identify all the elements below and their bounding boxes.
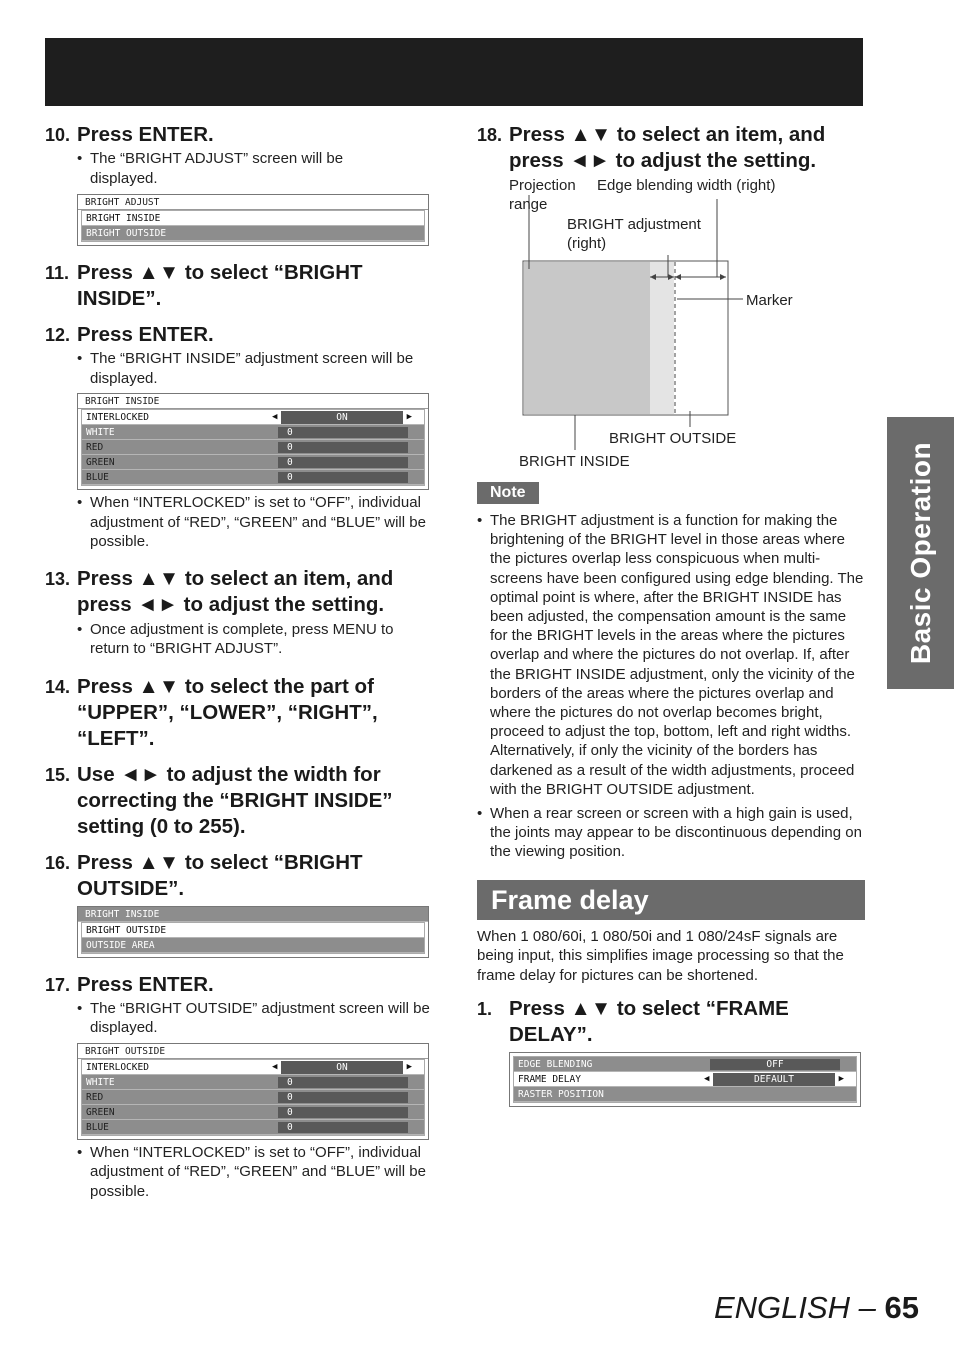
page-number: 65 [884, 1290, 919, 1325]
note-section [477, 482, 865, 1107]
label-bright-inside: BRIGHT INSIDE [519, 453, 630, 470]
step-11: 11. Press ▲▼ to select “BRIGHT INSIDE”. [45, 261, 363, 310]
arrow-right-icon: ▶ [838, 1074, 844, 1085]
arrow-left-icon: ◀ [704, 1074, 710, 1085]
side-tab-basic-operation: Basic Operation [887, 417, 954, 689]
label-projection-range: Projection range [509, 177, 576, 213]
menu-row-blue[interactable]: BLUE 0 [82, 1120, 424, 1135]
page-footer: ENGLISH – 65 [713, 1290, 919, 1325]
menu-row-raster-position[interactable]: RASTER POSITION [514, 1087, 856, 1102]
menu-row-interlocked[interactable]: INTERLOCKED ◀ ON ▶ [82, 410, 424, 425]
note-bullet: • The BRIGHT adjustment is a function for making the brightening of the BRIGHT level in those areas where the pictures overlap less conspicuous when multi-screens have been configured using edge blending. The optimal point is where, after the BRIGHT INSIDE has been adjusted, the compensation amount is the same for the BRIGHT levels in the areas where the pictures overlap and where the pictures do not overlap. If, after the BRIGHT INSIDE adjustment, only the vicinity of the borders of the areas where the pictures overlap and where the pictures do not overlap becomes bright, proceed to adjust the top, bottom, left and right widths. Alternatively, if only the vicinity of the borders has darkened as a result of the width adjustments, proceed with the BRIGHT OUTSIDE adjustment. [477, 511, 865, 799]
menu-row-white[interactable]: WHITE 0 [82, 425, 424, 440]
step-15: 15. Use ◄► to adjust the width for correcting the “BRIGHT INSIDE” setting (0 to 255). [45, 762, 393, 838]
menu-row-blue[interactable]: BLUE 0 [82, 470, 424, 485]
menu-row-green[interactable]: GREEN 0 [82, 455, 424, 470]
section-title-frame-delay: Frame delay [477, 880, 865, 920]
menu-row[interactable]: OUTSIDE AREA [82, 938, 424, 953]
step-12: 12. Press ENTER. [45, 323, 214, 346]
arrow-right-icon: ▶ [406, 412, 412, 422]
step-17-bullet: • The “BRIGHT OUTSIDE” adjustment screen will be displayed. [45, 999, 433, 1038]
menu-row[interactable]: BRIGHT OUTSIDE [82, 923, 424, 938]
right-column [477, 120, 867, 174]
menu-title: BRIGHT INSIDE [78, 394, 428, 409]
menu-row-edge-blending[interactable]: EDGE BLENDING OFF [514, 1057, 856, 1072]
menu-row-red[interactable]: RED 0 [82, 440, 424, 455]
arrow-left-icon: ◀ [272, 1061, 278, 1072]
menu-title: BRIGHT OUTSIDE [78, 1044, 428, 1059]
menu-row-green[interactable]: GREEN 0 [82, 1105, 424, 1120]
arrow-right-icon: ▶ [406, 1061, 412, 1072]
step-17: 17. Press ENTER. [45, 972, 214, 996]
menu-row-frame-delay[interactable]: FRAME DELAY ◀ DEFAULT ▶ [514, 1072, 856, 1087]
menu-row[interactable]: BRIGHT OUTSIDE [82, 226, 424, 241]
step-13-bullet: • Once adjustment is complete, press MENU to return to “BRIGHT ADJUST”. [45, 620, 433, 659]
menu-row-white[interactable]: WHITE 0 [82, 1075, 424, 1090]
menu-bright-inside-select [77, 906, 429, 958]
note-bullet: • When a rear screen or screen with a high gain is used, the joints may appear to be discontinuous depending on the viewing position. [477, 804, 865, 862]
label-bright-outside: BRIGHT OUTSIDE [609, 430, 737, 447]
label-marker: Marker [746, 292, 793, 309]
menu-bright-inside [77, 393, 429, 490]
label-edge-width: Edge blending width (right) [597, 177, 776, 194]
menu-row-red[interactable]: RED 0 [82, 1090, 424, 1105]
menu-bright-adjust [77, 194, 429, 246]
step-10: 10. Press ENTER. [45, 123, 214, 146]
interlocked-note: • When “INTERLOCKED” is set to “OFF”, individual adjustment of “RED”, “GREEN” and “BLUE” will be possible. [45, 493, 433, 552]
menu-row[interactable]: BRIGHT INSIDE [82, 211, 424, 226]
arrow-left-icon: ◀ [272, 412, 278, 422]
step-16: 16. Press ▲▼ to select “BRIGHT OUTSIDE”. [45, 850, 363, 900]
step-10-bullet: • The “BRIGHT ADJUST” screen will be displayed. [45, 149, 390, 188]
menu-row-interlocked[interactable]: INTERLOCKED ◀ ON ▶ [82, 1060, 424, 1075]
step-13: 13. Press ▲▼ to select an item, and press ◄► to adjust the setting. [45, 566, 394, 616]
menu-frame-delay [509, 1052, 861, 1107]
frame-delay-step-1: 1. Press ▲▼ to select “FRAME DELAY”. [477, 997, 789, 1047]
frame-delay-intro: When 1 080/60i, 1 080/50i and 1 080/24sF signals are being input, this simplifies image processing so that the frame delay for pictures can be shortened. [477, 927, 844, 984]
step-14: 14. Press ▲▼ to select the part of “UPPER”, “LOWER”, “RIGHT”, “LEFT”. [45, 674, 378, 750]
step-12-bullet: • The “BRIGHT INSIDE” adjustment screen will be displayed. [45, 349, 433, 388]
header-bar [45, 38, 863, 106]
label-bright-adjustment: BRIGHT adjustment (right) [567, 216, 701, 252]
menu-title: BRIGHT ADJUST [78, 195, 428, 210]
left-column [45, 120, 433, 1201]
interlocked-note-2: • When “INTERLOCKED” is set to “OFF”, individual adjustment of “RED”, “GREEN” and “BLUE” will be possible. [45, 1143, 433, 1202]
menu-title: BRIGHT INSIDE [78, 907, 428, 922]
step-18: 18. Press ▲▼ to select an item, and press ◄► to adjust the setting. [477, 123, 826, 172]
menu-bright-outside [77, 1043, 429, 1140]
bright-diagram [505, 175, 845, 475]
note-label: Note [477, 482, 539, 504]
